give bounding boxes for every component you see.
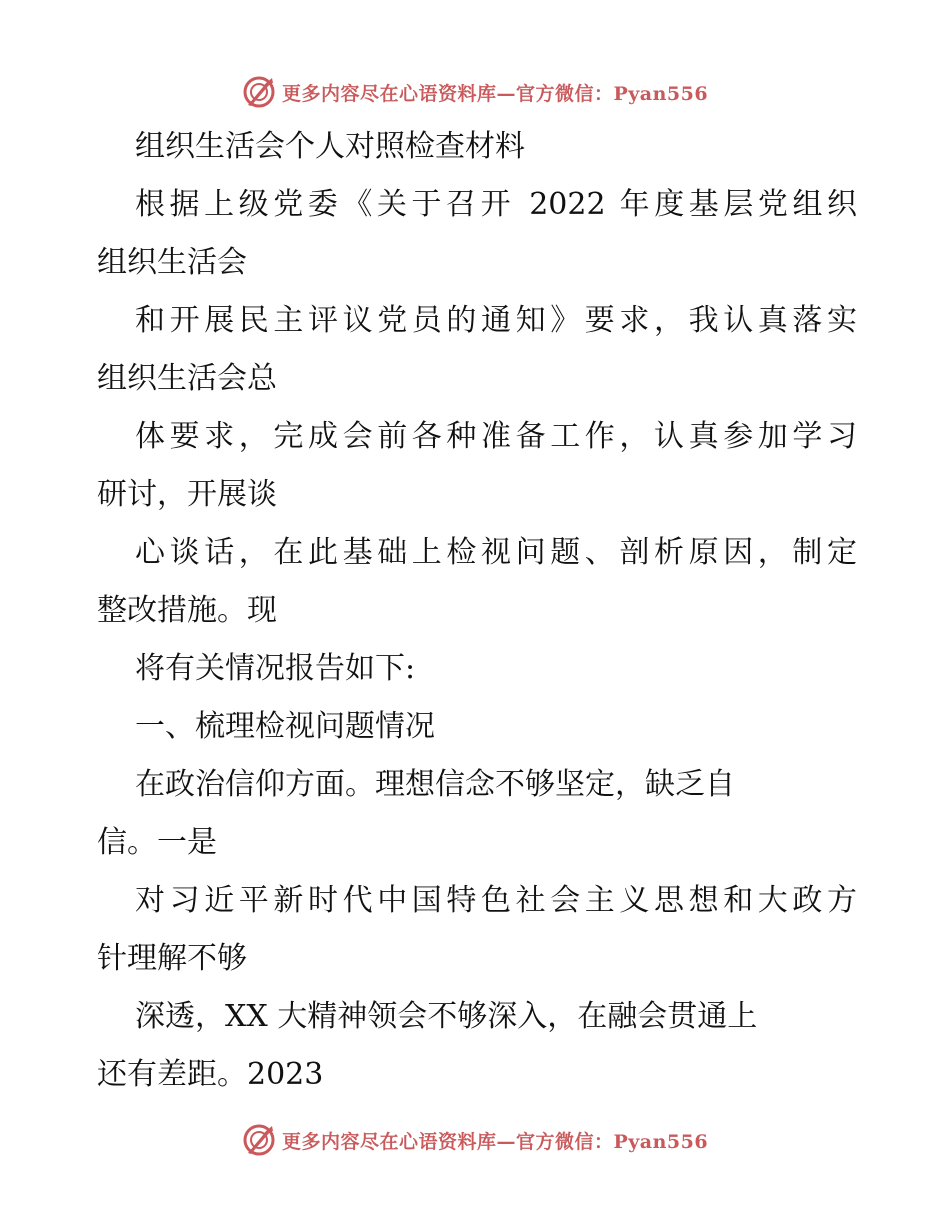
paragraph-line: 体要求，完成会前各种准备工作，认真参加学习 <box>135 419 857 454</box>
paragraph-line: 组织生活会 <box>97 245 247 280</box>
paragraph-line: 研讨，开展谈 <box>97 477 277 512</box>
document-title: 组织生活会个人对照检查材料 <box>135 129 525 164</box>
quill-logo-icon <box>242 75 276 109</box>
watermark-banner-bottom <box>0 1120 950 1160</box>
paragraph-line: 对习近平新时代中国特色社会主义思想和大政方 <box>135 883 857 918</box>
watermark-text: 更多内容尽在心语资料库—官方微信：Pyan556 <box>281 1130 709 1153</box>
section-heading: 一、梳理检视问题情况 <box>135 709 435 744</box>
paragraph-line: 还有差距。2023 <box>97 1057 324 1092</box>
paragraph-line: 心谈话，在此基础上检视问题、剖析原因，制定 <box>135 535 857 570</box>
paragraph-line: 和开展民主评议党员的通知》要求，我认真落实 <box>135 303 857 338</box>
paragraph-line: 针理解不够 <box>97 941 247 976</box>
watermark-banner-top <box>0 72 950 112</box>
document-body <box>97 118 857 1104</box>
watermark-text: 更多内容尽在心语资料库—官方微信：Pyan556 <box>281 82 709 105</box>
paragraph-line: 在政治信仰方面。理想信念不够坚定，缺乏自 <box>135 767 735 802</box>
paragraph-line: 根据上级党委《关于召开 2022 年度基层党组织 <box>135 187 857 222</box>
paragraph-line: 深透，XX 大精神领会不够深入，在融会贯通上 <box>135 999 758 1034</box>
paragraph-line: 整改措施。现 <box>97 593 277 628</box>
quill-logo-icon <box>242 1123 276 1157</box>
paragraph-line: 组织生活会总 <box>97 361 277 396</box>
paragraph-line: 将有关情况报告如下: <box>135 651 416 686</box>
paragraph-line: 信。一是 <box>97 825 217 860</box>
